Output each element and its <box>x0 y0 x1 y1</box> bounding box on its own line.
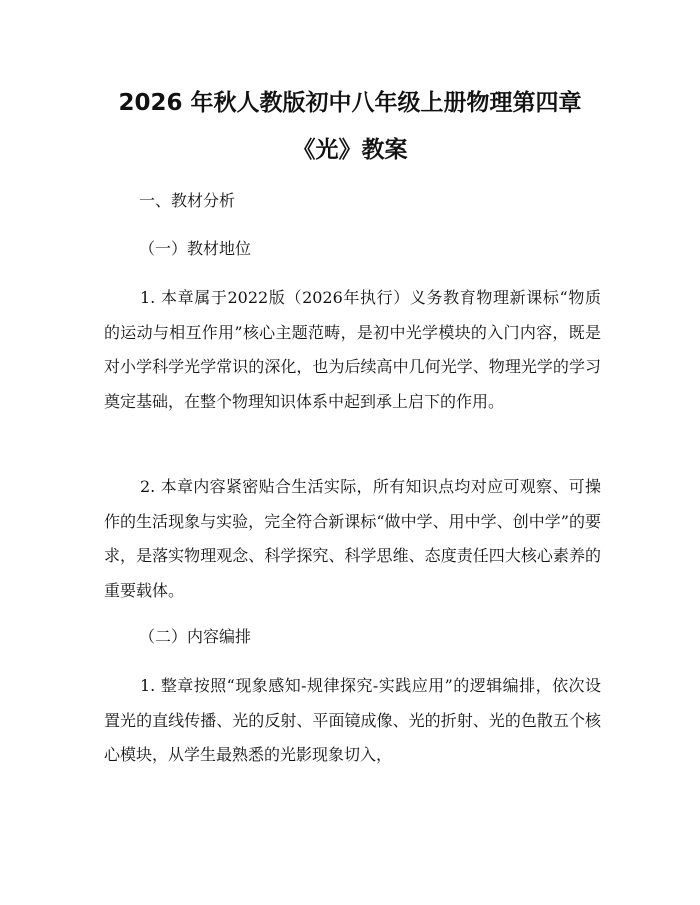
subsection-heading-content-arrangement: （二）内容编排 <box>139 627 252 646</box>
paragraph-content-arrangement-1: 1. 整章按照“现象感知-规律探究-实践应用”的逻辑编排，依次设置光的直线传播、光的反射、平面镜成像、光的折射、光的色散五个核心模块，从学生最熟悉的光影现象切入， <box>104 676 601 764</box>
subsection-heading-textbook-status: （一）教材地位 <box>139 239 252 258</box>
section-heading-textbook-analysis: 一、教材分析 <box>139 191 236 210</box>
paragraph-textbook-status-2: 2. 本章内容紧密贴合生活实际，所有知识点均对应可观察、可操作的生活现象与实验，完全符合新课标“做中学、用中学、创中学”的要求，是落实物理观念、科学探究、科学思维、态度责任四大核心素养的重要载体。 <box>104 477 601 600</box>
document-title-line-1: 2026 年秋人教版初中八年级上册物理第四章 <box>118 90 582 116</box>
paragraph-textbook-status-1: 1. 本章属于2022版（2026年执行）义务教育物理新课标“物质的运动与相互作用”核心主题范畴，是初中光学模块的入门内容，既是对小学科学光学常识的深化，也为后续高中几何光学、物理光学的学习奠定基础，在整个物理知识体系中起到承上启下的作用。 <box>104 288 601 411</box>
document-title-line-2: 《光》教案 <box>292 137 408 163</box>
